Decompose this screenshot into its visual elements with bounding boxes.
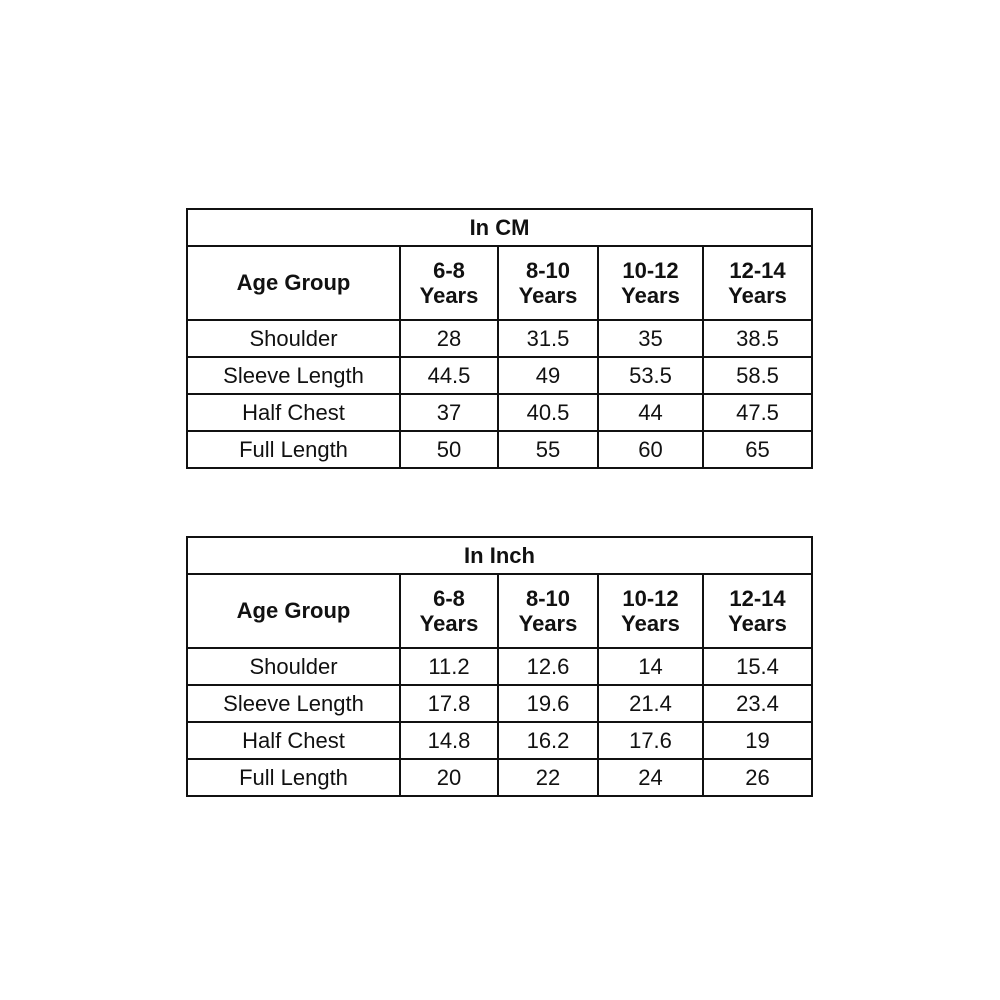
table-cell: 38.5 [703, 320, 812, 357]
table-row [187, 320, 812, 357]
table-cell: 20 [400, 759, 498, 796]
table-cell: 31.5 [498, 320, 598, 357]
table-cell: 50 [400, 431, 498, 468]
column-header: 12-14 Years [703, 246, 812, 320]
table-cell: 28 [400, 320, 498, 357]
column-header: 8-10 Years [498, 574, 598, 648]
column-header: 10-12 Years [598, 246, 703, 320]
table-row [187, 722, 812, 759]
table-cell: 37 [400, 394, 498, 431]
table-cell: 12.6 [498, 648, 598, 685]
table-cell: 17.8 [400, 685, 498, 722]
table-title: In CM [187, 209, 812, 246]
table-cell: 14.8 [400, 722, 498, 759]
table-row [187, 394, 812, 431]
table-cell: 44.5 [400, 357, 498, 394]
row-label: Sleeve Length [187, 685, 400, 722]
row-label: Shoulder [187, 320, 400, 357]
table-title-row [187, 537, 812, 574]
table-header-row [187, 246, 812, 320]
table-cell: 24 [598, 759, 703, 796]
size-table-inch [186, 536, 813, 797]
table-cell: 19.6 [498, 685, 598, 722]
table-cell: 44 [598, 394, 703, 431]
row-label: Full Length [187, 431, 400, 468]
table-cell: 15.4 [703, 648, 812, 685]
column-header: 10-12 Years [598, 574, 703, 648]
table-cell: 23.4 [703, 685, 812, 722]
table-cell: 19 [703, 722, 812, 759]
age-group-header: Age Group [187, 574, 400, 648]
table-cell: 35 [598, 320, 703, 357]
row-label: Full Length [187, 759, 400, 796]
table-cell: 26 [703, 759, 812, 796]
table-row [187, 759, 812, 796]
table-cell: 40.5 [498, 394, 598, 431]
size-table-cm [186, 208, 813, 469]
table-cell: 65 [703, 431, 812, 468]
column-header: 12-14 Years [703, 574, 812, 648]
table-header-row [187, 574, 812, 648]
table-title: In Inch [187, 537, 812, 574]
row-label: Sleeve Length [187, 357, 400, 394]
table-cell: 14 [598, 648, 703, 685]
table-cell: 47.5 [703, 394, 812, 431]
table-row [187, 357, 812, 394]
table-row [187, 431, 812, 468]
table-cell: 53.5 [598, 357, 703, 394]
table-cell: 22 [498, 759, 598, 796]
row-label: Shoulder [187, 648, 400, 685]
column-header: 6-8 Years [400, 574, 498, 648]
table-cell: 11.2 [400, 648, 498, 685]
row-label: Half Chest [187, 394, 400, 431]
table-title-row [187, 209, 812, 246]
table-cell: 55 [498, 431, 598, 468]
table-cell: 49 [498, 357, 598, 394]
table-cell: 17.6 [598, 722, 703, 759]
table-cell: 21.4 [598, 685, 703, 722]
row-label: Half Chest [187, 722, 400, 759]
table-cell: 60 [598, 431, 703, 468]
column-header: 6-8 Years [400, 246, 498, 320]
column-header: 8-10 Years [498, 246, 598, 320]
table-cell: 16.2 [498, 722, 598, 759]
table-row [187, 685, 812, 722]
table-row [187, 648, 812, 685]
age-group-header: Age Group [187, 246, 400, 320]
table-cell: 58.5 [703, 357, 812, 394]
